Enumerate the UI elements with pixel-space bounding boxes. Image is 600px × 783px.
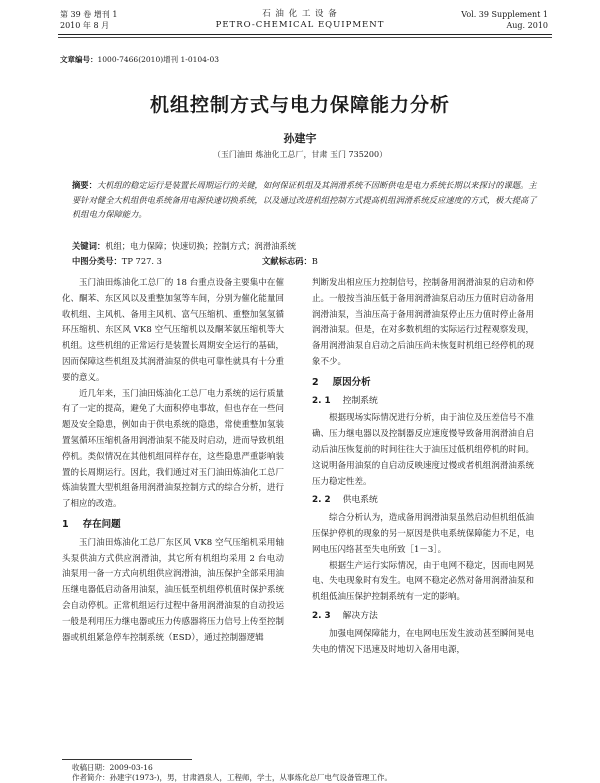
article-number-value: 1000-7466(2010)增刊 1-0104-03 <box>97 55 220 64</box>
header-journal-en: PETRO-CHEMICAL EQUIPMENT <box>215 20 385 30</box>
right-paragraph-5: 加强电网保障能力，在电网电压发生波动甚至瞬间晃电失电的情况下迅速及时地切入备用电源， <box>312 628 534 655</box>
document-code <box>262 255 318 268</box>
subsection-2-2-number: 2. 2 <box>312 495 331 506</box>
keywords <box>72 240 540 253</box>
paper-title: 机组控制方式与电力保障能力分析 <box>149 94 450 116</box>
section-1-number: 1 <box>62 518 69 530</box>
header-rule-thin <box>58 37 552 38</box>
header-vol-en: Vol. 39 Supplement 1 <box>461 10 548 19</box>
abstract-text: 大机组的稳定运行是装置长周期运行的关键，如何保证机组及其润滑系统不因断供电是电力系统长期以来探讨的课题。主要针对健全大机组供电系统备用电源快速切换系统，以及通过改进机组控制方式提高机组润滑系统反应速度的方式，极大提高了机组电力保障能力。 <box>72 180 537 219</box>
section-2-heading <box>312 375 534 391</box>
classification-value: TP 727. 3 <box>121 256 162 266</box>
article-number <box>60 54 219 65</box>
right-paragraph-3: 综合分析认为，造成备用润滑油泵虽然启动但机组低油压保护停机的现象的另一原因是供电系统保障能力不足，电网电压闪络甚至失电所致［1－3］。 <box>312 513 534 555</box>
subsection-2-3-heading <box>312 609 534 625</box>
section-1-heading <box>62 517 284 533</box>
subsection-2-1-heading <box>312 394 534 410</box>
subsection-2-1-number: 2. 1 <box>312 395 331 406</box>
body-right-column <box>312 276 534 658</box>
abstract-label: 摘要： <box>72 180 97 190</box>
classification <box>72 255 162 268</box>
keywords-label: 关键词： <box>72 241 106 251</box>
document-code-label: 文献标志码： <box>262 256 312 266</box>
footnote-rule <box>62 759 192 760</box>
header-vol-issue: 第 39 卷 增刊 1 <box>60 10 118 19</box>
section-1-title: 存在问题 <box>82 518 121 530</box>
header-date-en: Aug. 2010 <box>506 21 548 30</box>
subsection-2-1-title: 控制系统 <box>342 395 378 406</box>
left-paragraph-3: 玉门油田炼油化工总厂东区风 VK8 空气压缩机采用轴头泵供油方式供应润滑油，其它所有机组均采用 2 台电动油泵用一备一方式向机组供应润滑油，油压保护全部采用油压继电器低启动备用油泵，油压低至机组停机值时保护系统会自动停机。正常机组运行过程中备用润滑油泵的自动投运一般是利用压力继电器或压力传感器将压力信号上传至控制器或机组紧急停车控制系统（ESD），通过控制器逻辑 <box>62 537 284 643</box>
article-number-label: 文章编号： <box>60 55 98 64</box>
subsection-2-3-title: 解决方法 <box>342 610 378 621</box>
body-left-column <box>62 276 284 646</box>
footnote-received: 收稿日期：2009-03-16 <box>72 763 153 772</box>
keywords-text: 机组；电力保障；快速切换；控制方式；润滑油系统 <box>105 241 297 251</box>
header-journal-cn: 石 油 化 工 设 备 <box>262 9 338 19</box>
subsection-2-2-title: 供电系统 <box>342 495 378 506</box>
section-2-title: 原因分析 <box>332 376 371 388</box>
footnote-author-bio: 作者简介：孙建宇(1973-)，男，甘肃酒泉人，工程师，学士，从事炼化总厂电气设备管理工作。 <box>72 773 392 782</box>
author-affiliation: （玉门油田 炼油化工总厂，甘肃 玉门 735200） <box>212 150 388 159</box>
subsection-2-2-heading <box>312 493 534 509</box>
document-code-value: B <box>311 256 318 266</box>
right-paragraph-4: 根据生产运行实际情况，由于电网不稳定，因而电网晃电、失电现象时有发生。电网不稳定必然对备用润滑油泵和机组低油压保护控制系统有一定的影响。 <box>312 560 534 603</box>
header-rule <box>58 34 552 35</box>
left-paragraph-2: 近几年来，玉门油田炼油化工总厂电力系统的运行质量有了一定的提高，避免了大面积停电事故，但也存在一些问题及安全隐患，例如由于供电系统的隐患，常使重整加氢装置氢循环压缩机备用润滑油泵不能及时启动，进而导致机组停机。类似情况在其他机组同样存在，这些隐患严重影响装置的长周期运行。因此，我们通过对玉门油田炼油化工总厂炼油装置大型机组备用润滑油泵控制方式的综合分析，进行了相应的改造。 <box>62 388 284 510</box>
left-paragraph-1: 玉门油田炼油化工总厂的 18 台重点设备主要集中在催化、酮苯、东区风以及重整加氢等车间，分别为催化能量回收机组、主风机、备用主风机、富气压缩机、重整加氢氢循环压缩机、东区风 VK8 空气压缩机以及酮苯氨压缩机等大机组。这些机组的正常运行是装置长周期安全运行的基础，因而保障这些机组及其润滑油泵的供电可靠性就具有十分重要的意义。 <box>62 278 284 383</box>
abstract <box>72 178 540 222</box>
subsection-2-3-number: 2. 3 <box>312 610 331 621</box>
author-name: 孙建宇 <box>283 132 317 145</box>
section-2-number: 2 <box>312 376 319 388</box>
right-paragraph-2: 根据现场实际情况进行分析，由于油位及压差信号不准确、压力继电器以及控制器反应速度慢导致备用润滑油自启动后油压恢复前的时间往往大于油压过低机组停机的时间。这说明备用油泵的自启动反映速度过慢或者机组润滑油系统压力稳定性差。 <box>312 413 534 487</box>
classification-label: 中图分类号： <box>72 256 122 266</box>
header-date-cn: 2010 年 8 月 <box>60 21 110 30</box>
header-volume-en <box>461 9 548 31</box>
right-paragraph-1: 判断发出相应压力控制信号，控制备用润滑油泵的启动和停止。一般按当油压低于备用润滑油泵启动压力值时启动备用润滑油泵，当油压高于备用润滑油泵停止压力值时停止备用润滑油泵。但是，在对多数机组的实际运行过程观察发现，备用润滑油泵自启动之后油压尚未恢复时机组已经停机的现象不少。 <box>312 278 534 367</box>
